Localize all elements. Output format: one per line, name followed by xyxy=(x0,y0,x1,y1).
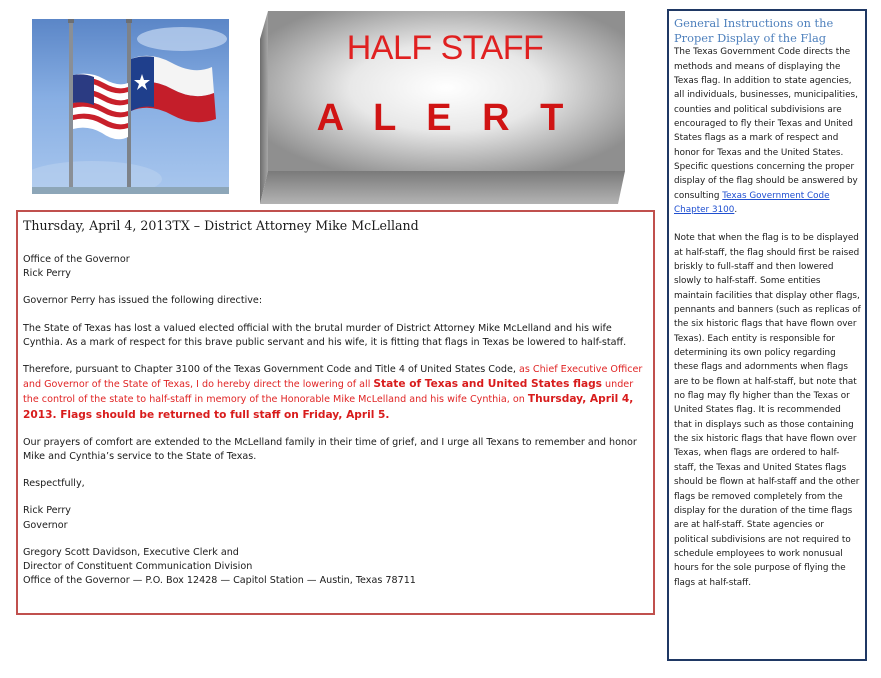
united-states-flag xyxy=(73,74,128,140)
directive-paragraph-2-part-4: under the control of the state to half-staff in memory of the Honorable Mike McLelland and his wife Cynthia, on xyxy=(23,379,634,406)
flag-pole-left xyxy=(69,19,73,194)
directive-paragraph-2-part-2: as Chief Executive Officer and Governor of the State of Texas, I do hereby direct the lowering of all xyxy=(23,364,643,391)
sidebar-heading: General Instructions on the Proper Display of the Flag xyxy=(674,16,834,45)
government-code-link[interactable]: Texas Government Code Chapter 3100 xyxy=(674,190,830,215)
signer-name: Rick Perry xyxy=(23,505,71,517)
half-staff-alert-banner xyxy=(260,9,630,206)
directive-paragraph-1: The State of Texas has lost a valued elected official with the brutal murder of District Attorney Mike McLelland and his wife Cynthia. As a mark of respect for this brave public servant and his wife, it is fitting that flags in Texas be lowered to half-staff. xyxy=(23,322,627,348)
office-block xyxy=(23,253,647,281)
alert-word: A L E R T xyxy=(316,97,574,139)
directive-paragraph-2-part-5: Thursday, April 4, 2013. Flags should be returned to full staff on Friday, April 5. xyxy=(23,393,634,421)
sidebar-link-suffix: . xyxy=(734,204,738,215)
office-line: Office of the Governor xyxy=(23,254,130,265)
directive-title: Thursday, April 4, 2013TX – District Attorney Mike McLelland xyxy=(23,218,419,233)
directive-paragraph-2-part-3: State of Texas and United States flags xyxy=(373,378,602,391)
sidebar-paragraph-1 xyxy=(674,45,861,217)
governor-name: Rick Perry xyxy=(23,268,71,280)
flag-photo xyxy=(32,19,229,194)
closing: Respectfully, xyxy=(23,478,85,490)
clerk-division: Director of Constituent Communication Division xyxy=(23,561,253,573)
sidebar-paragraph-1-text: The Texas Government Code directs the methods and means of displaying the Texas flag. In addition to state agencies, all individuals, businesses, municipalities, counties and political subdivisions are encouraged to fly their Texas and United States flags as a mark of respect and honor for Texas and the United States. Specific questions concerning the proper display of the flag should be answered by consulting xyxy=(674,47,858,201)
directive-paragraph-2-part-1: Therefore, pursuant to Chapter 3100 of the Texas Government Code and Title 4 of United States Code, xyxy=(23,364,519,376)
flag-instructions-sidebar xyxy=(667,9,867,661)
directive-paragraph-2 xyxy=(23,363,647,423)
alert-title: HALF STAFF xyxy=(346,29,544,67)
clerk-name: Gregory Scott Davidson, Executive Clerk and xyxy=(23,546,239,558)
signer-title: Governor xyxy=(23,519,68,531)
sidebar-paragraph-2: Note that when the flag is to be displayed at half-staff, the flag should first be raised briskly to full-staff and then lowered slowly to half-staff. Some entities maintain facilities that display other flags, pennants and banners (such as replicas of the six historic flags that have flown over Texas). Each entity is responsible for determining its own policy regarding these flags and adornments when flags are to be flown at half-staff, but note that no flag may fly higher than the Texas or United States flag. It is recommended that in displays such as those containing the six historic flags that have flown over Texas, when flags are ordered to half-staff, the Texas and United States flags should be flown at half-staff and the other flags be removed completely from the display for the duration of the time flags are at half-staff. State agencies or political subdivisions are not required to schedule employees to work nonusual hours for the sole purpose of flying the flags at half-staff. xyxy=(674,233,861,588)
directive-box xyxy=(16,210,655,615)
clerk-address: Office of the Governor — P.O. Box 12428 — Capitol Station — Austin, Texas 78711 xyxy=(23,575,416,587)
directive-paragraph-3: Our prayers of comfort are extended to the McLelland family in their time of grief, and I urge all Texans to remember and honor Mike and Cynthia’s service to the State of Texas. xyxy=(23,436,637,463)
texas-flag xyxy=(131,56,216,122)
signature-block xyxy=(23,504,647,532)
clerk-block xyxy=(23,546,647,589)
directive-intro: Governor Perry has issued the following directive: xyxy=(23,295,263,307)
